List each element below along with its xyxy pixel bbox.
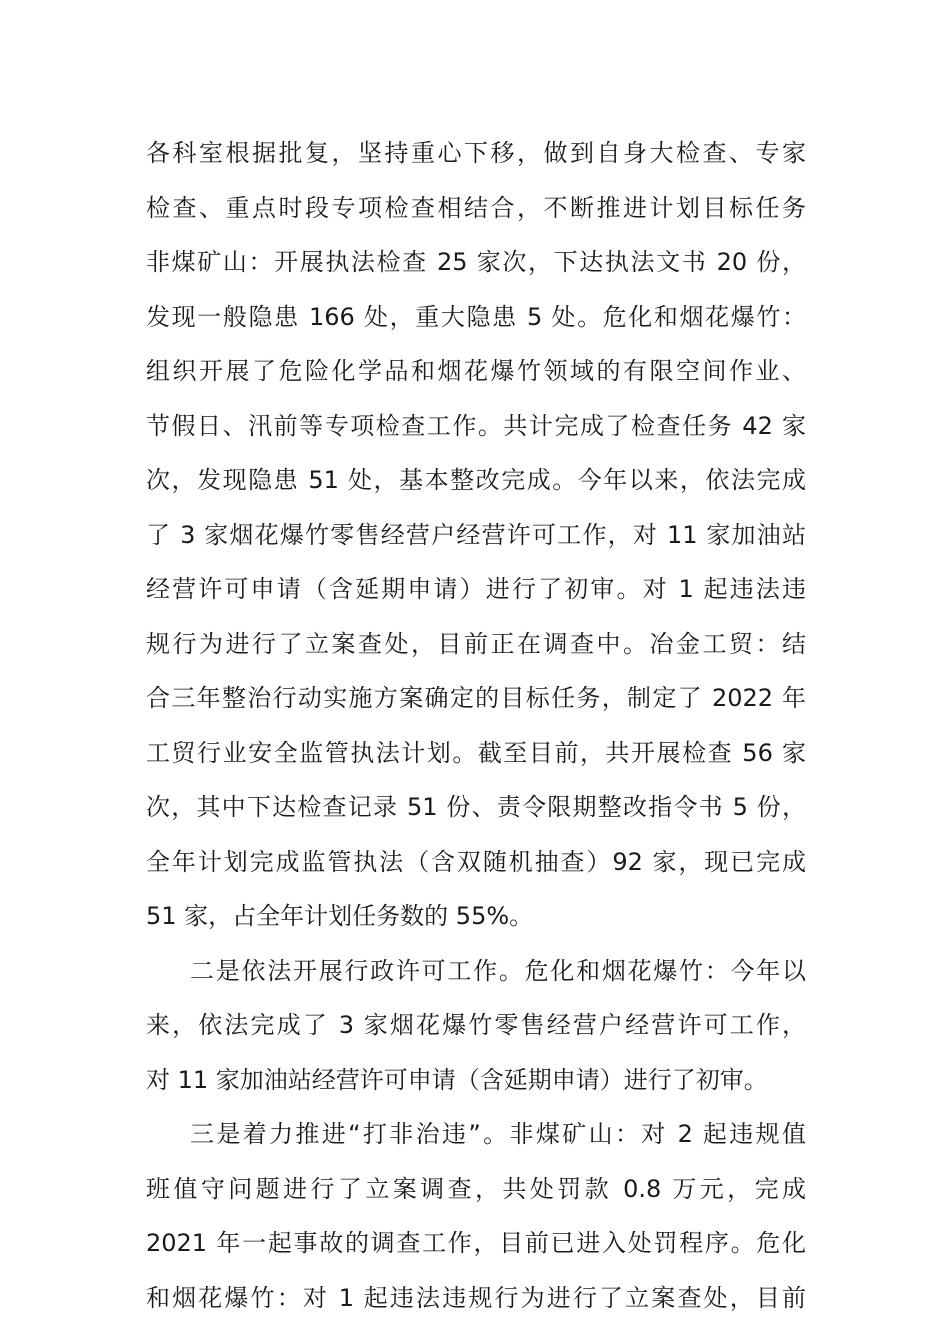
text-line: 经营许可申请（含延期申请）进行了初审。对 1 起违法违: [146, 575, 806, 603]
text-line: 了 3 家烟花爆竹零售经营户经营许可工作，对 11 家加油站: [146, 520, 806, 549]
text-line: 次，其中下达检查记录 51 份、责令限期整改指令书 5 份，: [146, 793, 806, 821]
text-line: 51 家，占全年计划任务数的 55%。: [146, 902, 534, 930]
paragraph-3: [146, 1107, 806, 1325]
text-line: 检查、重点时段专项检查相结合，不断推进计划目标任务: [146, 193, 806, 222]
text-line: 规行为进行了立案查处，目前正在调查中。冶金工贸：结: [146, 629, 806, 658]
text-line: 合三年整治行动实施方案确定的目标任务，制定了 2022 年: [146, 684, 806, 712]
text-line: 工贸行业安全监管执法计划。截至目前，共开展检查 56 家: [146, 738, 806, 767]
paragraph-1: [146, 126, 806, 944]
document-body: [146, 126, 806, 1325]
text-line: 班值守问题进行了立案调查，共处罚款 0.8 万元，完成: [146, 1174, 806, 1203]
text-line: 次，发现隐患 51 处，基本整改完成。今年以来，依法完成: [146, 466, 806, 494]
text-line: 二是依法开展行政许可工作。危化和烟花爆竹：今年以: [190, 956, 806, 985]
text-line: 各科室根据批复，坚持重心下移，做到自身大检查、专家: [146, 139, 806, 167]
text-line: 三是着力推进“打非治违”。非煤矿山：对 2 起违规值: [190, 1120, 806, 1148]
paragraph-2: [146, 944, 806, 1108]
text-line: 对 11 家加油站经营许可申请（含延期申请）进行了初审。: [146, 1065, 768, 1094]
text-line: 节假日、汛前等专项检查工作。共计完成了检查任务 42 家: [146, 411, 806, 440]
text-line: 发现一般隐患 166 处，重大隐患 5 处。危化和烟花爆竹：: [146, 302, 806, 331]
text-line: 来，依法完成了 3 家烟花爆竹零售经营户经营许可工作，: [146, 1011, 806, 1039]
text-line: 2021 年一起事故的调查工作，目前已进入处罚程序。危化: [146, 1229, 806, 1257]
text-line: 非煤矿山：开展执法检查 25 家次，下达执法文书 20 份，: [146, 248, 806, 276]
text-line: 全年计划完成监管执法（含双随机抽查）92 家，现已完成: [146, 847, 806, 876]
text-line: 和烟花爆竹：对 1 起违法违规行为进行了立案查处，目前: [146, 1283, 806, 1312]
text-line: 组织开展了危险化学品和烟花爆竹领域的有限空间作业、: [146, 357, 806, 385]
